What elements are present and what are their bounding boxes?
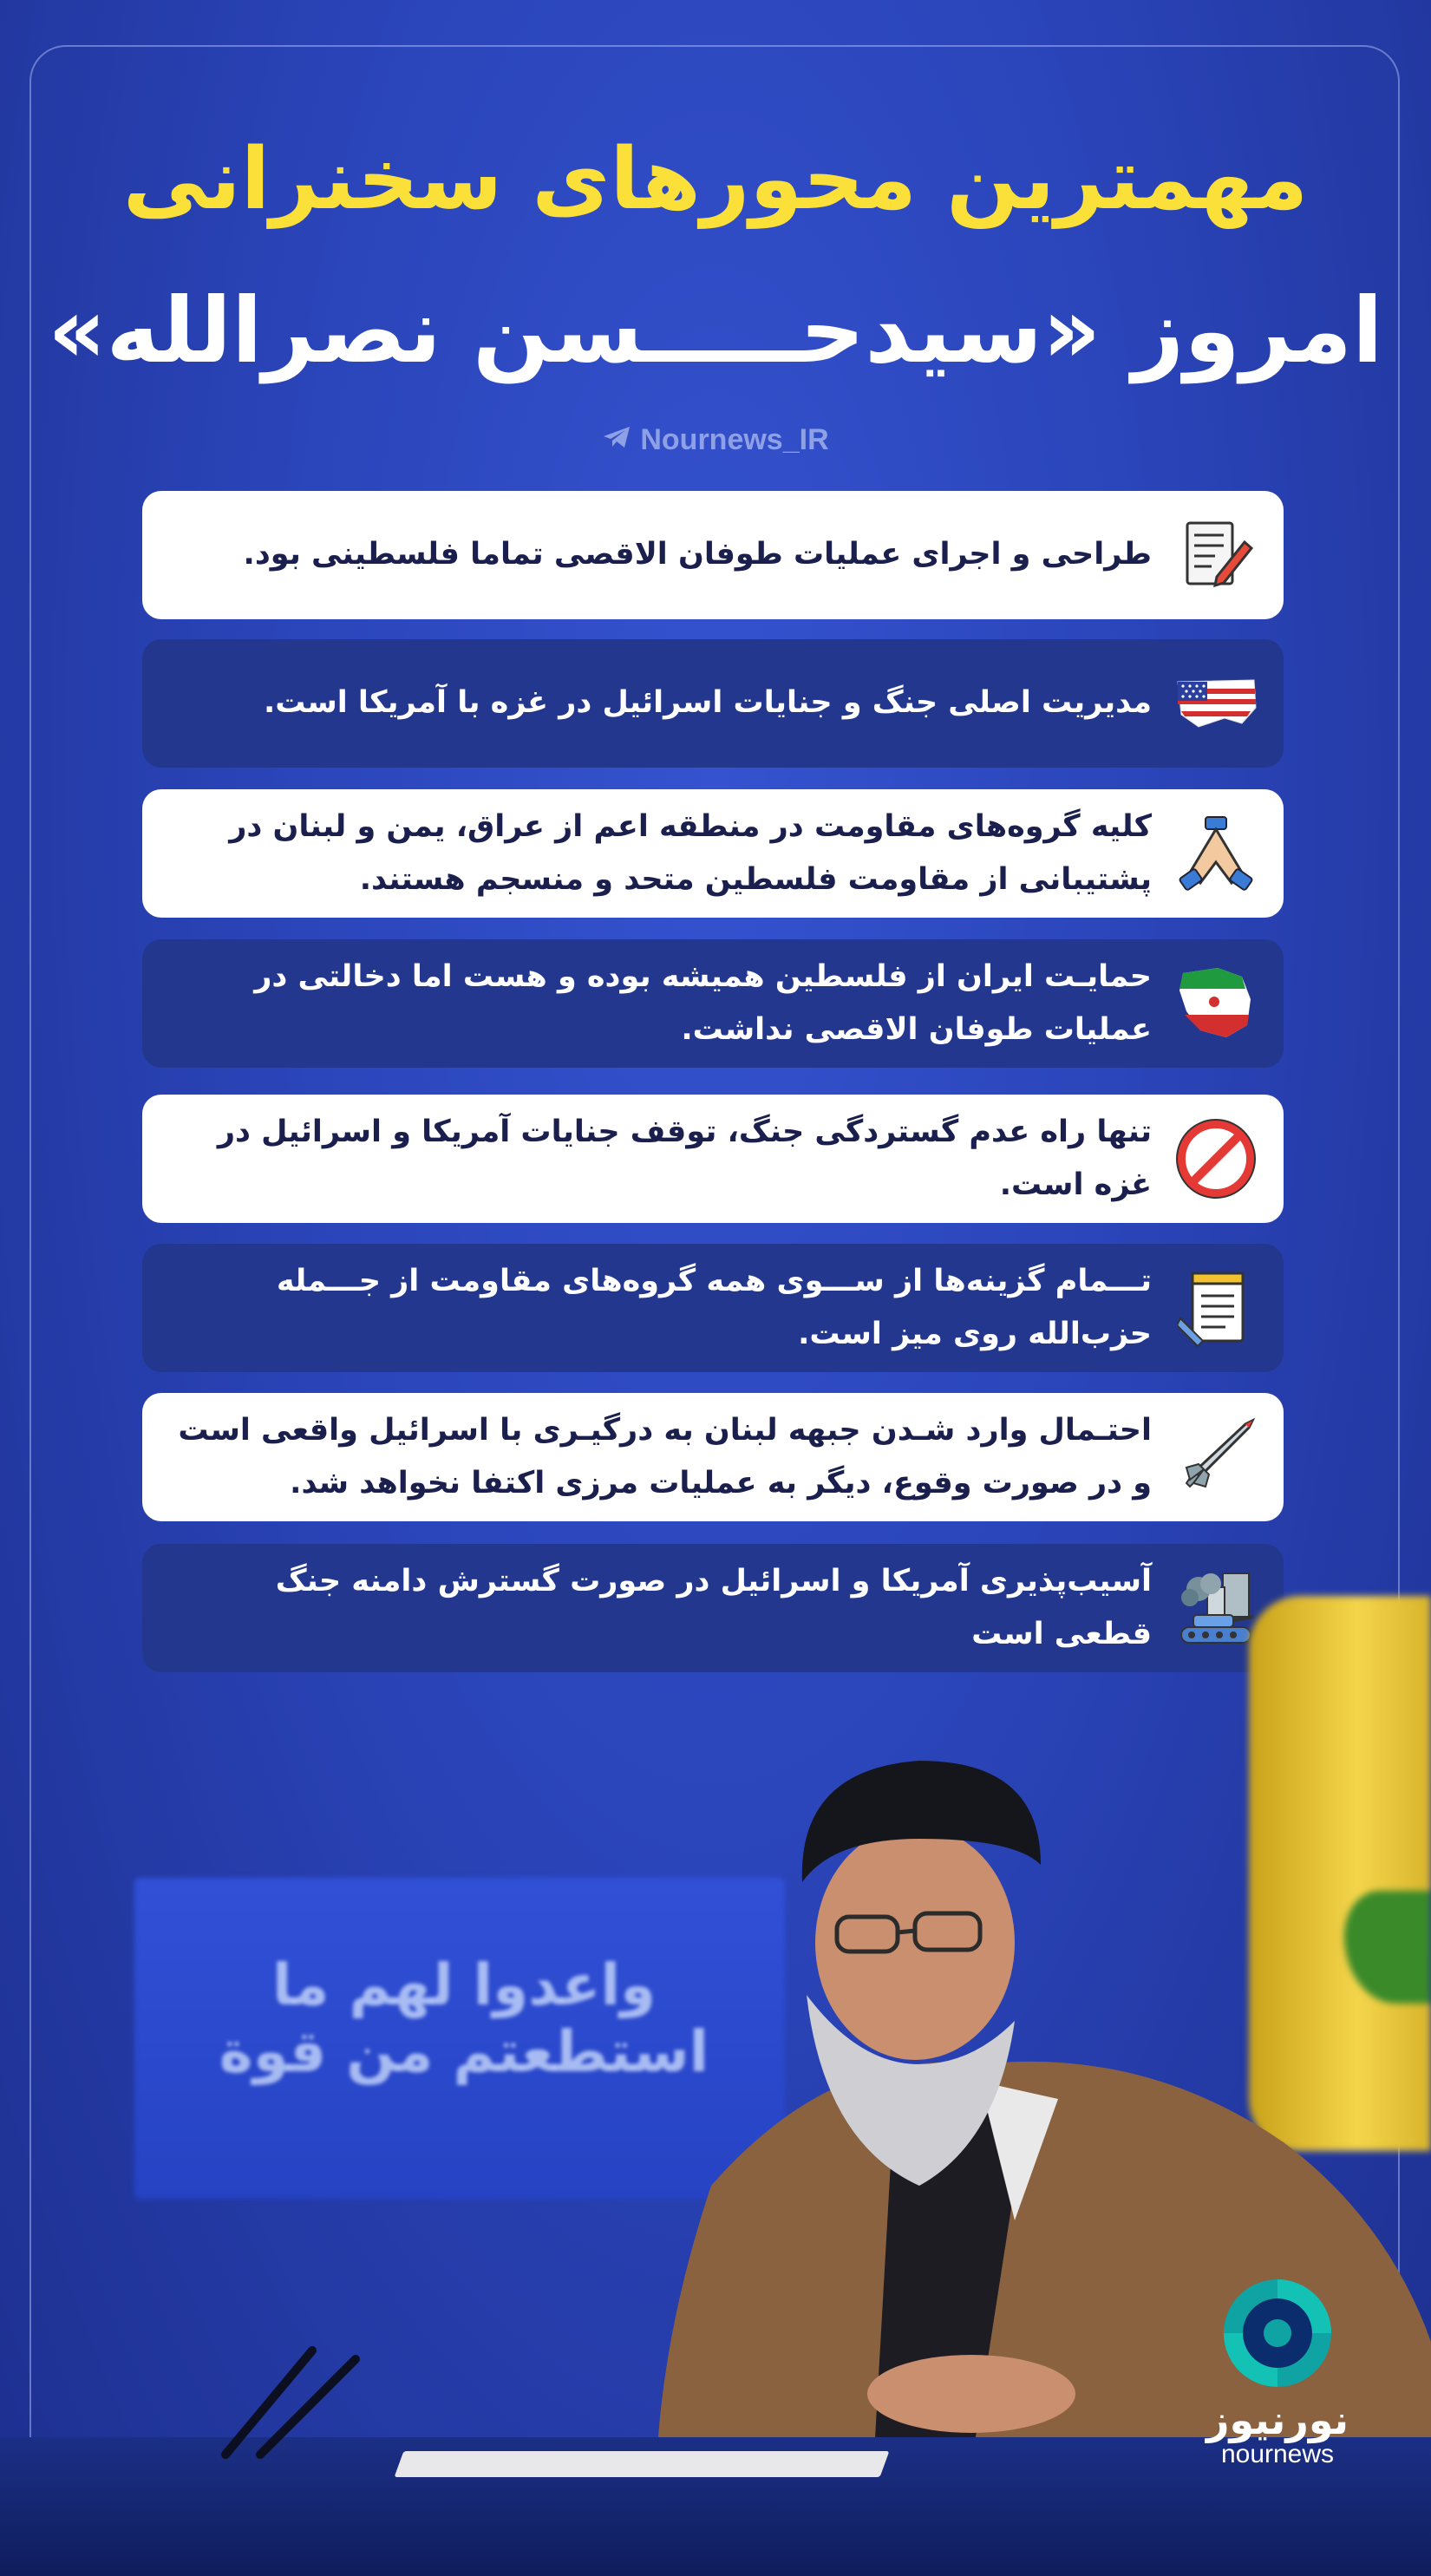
iran-map-flag-icon <box>1173 960 1259 1047</box>
point-5 <box>142 1095 1284 1223</box>
telegram-handle <box>0 423 1431 457</box>
point-text: تنها راه عدم گستردگی جنگ، توقف جنایات آمریکا و اسرائیل در غزه است. <box>217 1114 1152 1202</box>
joined-hands-icon <box>1173 810 1259 897</box>
handle-text: Nournews_IR <box>640 423 829 456</box>
point-text: مدیریت اصلی جنگ و جنایات اسرائیل در غزه با آمریکا است. <box>263 685 1152 721</box>
point-3 <box>142 789 1284 918</box>
point-text: احتـمال وارد شـدن جبهه لبنان به درگیـری با اسرائیل واقعی است و در صورت وقوع، دیگر به عملیات مرزی اکتفا نخواهد شد. <box>178 1412 1152 1500</box>
usa-map-flag-icon <box>1173 660 1259 747</box>
point-7 <box>142 1393 1284 1521</box>
point-text: حمایـت ایران از فلسطین همیشه بوده و هست اما دخالتی در عملیات طوفان الاقصی نداشت. <box>254 958 1152 1047</box>
telegram-icon <box>602 423 631 457</box>
point-4 <box>142 939 1284 1068</box>
logo-latin: nournews <box>1220 2440 1335 2468</box>
point-8 <box>142 1544 1284 1672</box>
headline-line-2: امروز «سیدحـــــسن نصرالله» <box>48 278 1383 383</box>
missile-icon <box>1173 1414 1259 1500</box>
point-text: کلیه گروه‌های مقاومت در منطقه اعم از عراق، یمن و لبنان در پشتیبانی از مقاومت فلسطین متحد و منسجم هستند. <box>229 808 1152 897</box>
document-pen-icon <box>1173 512 1259 598</box>
nournews-logo <box>1204 2277 1351 2469</box>
point-text: تـــمام گزینه‌ها از ســـوی همه گروه‌های مقاومت از جـــمله حزب‌الله روی میز است. <box>276 1263 1152 1351</box>
point-text: آسیب‌پذیری آمریکا و اسرائیل در صورت گسترش دامنه جنگ قطعی است <box>275 1563 1152 1651</box>
notepad-icon <box>1173 1265 1259 1351</box>
desk-papers <box>395 2451 890 2477</box>
point-6 <box>142 1244 1284 1372</box>
headline-line-1: مهمترین محورهای سخنرانی <box>122 130 1309 229</box>
swirl-logo-icon <box>1204 2277 1351 2390</box>
backdrop-calligraphy: واعدوا لهم ما استطعتم من قوة <box>219 1952 709 2085</box>
microphone-icon <box>208 2333 382 2463</box>
logo-persian: نورنیوز <box>1206 2396 1349 2443</box>
point-1 <box>142 491 1284 619</box>
point-2 <box>142 639 1284 768</box>
tank-city-icon <box>1173 1565 1259 1651</box>
point-text: طراحی و اجرای عملیات طوفان الاقصی تماما فلسطینی بود. <box>243 537 1152 572</box>
prohibited-icon <box>1173 1115 1259 1202</box>
